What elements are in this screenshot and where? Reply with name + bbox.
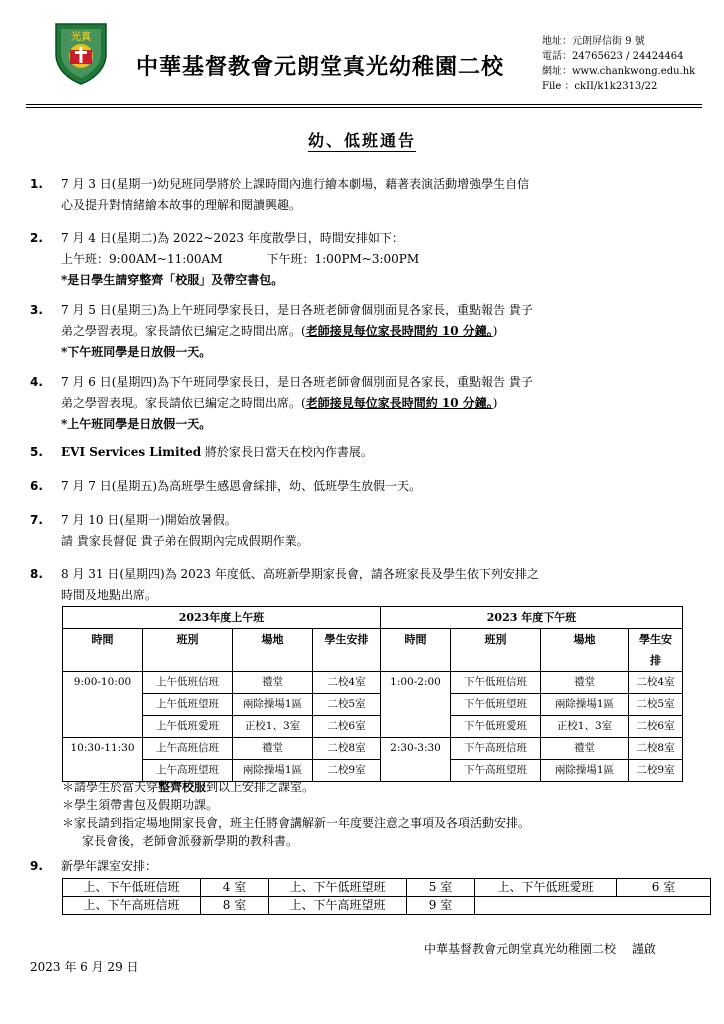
item-number: 2. — [30, 231, 43, 245]
note-line: 家長會後，老師會派發新學期的教科書。 — [82, 834, 299, 848]
item-note: *上午班同學是日放假一天。 — [61, 417, 212, 431]
parent-meeting-schedule — [62, 606, 683, 782]
emphasis-text: 老師接見每位家長時間約 10 分鐘。 — [305, 396, 493, 410]
emphasis-text: 老師接見每位家長時間約 10 分鐘。 — [305, 324, 493, 338]
pm-time: 下午班：1:00PM~3:00PM — [266, 252, 420, 266]
time-cell: 10:30-11:30 — [63, 738, 143, 782]
signature: 中華基督教會元朗堂真光幼稚園二校 謹啟 — [424, 942, 656, 956]
time-cell: 1:00-2:00 — [381, 672, 451, 738]
meeting-notes — [62, 778, 530, 850]
item-note: *是日學生請穿整齊「校服」及帶空書包。 — [61, 273, 284, 287]
item-number: 5. — [30, 445, 43, 459]
table-row: 10:30-11:30 上午高班信班 禮堂 二校8室 2:30-3:30 下午高班信班 禮堂 二校8室 — [63, 738, 683, 760]
am-title: 2023年度上午班 — [63, 607, 381, 629]
col-header: 場地 — [233, 629, 313, 672]
time-cell: 2:30-3:30 — [381, 738, 451, 782]
emphasis-text: 整齊校服 — [158, 780, 207, 794]
item-text: 心及提升對情緒繪本故事的理解和閱讀興趣。 — [61, 198, 302, 212]
col-header: 班別 — [451, 629, 541, 672]
table-row: 上午低班望班 兩除操場1區 二校5室 下午低班望班 兩除操場1區 二校5室 — [63, 694, 683, 716]
item-text: 7 月 6 日(星期四)為下午班同學家長日，是日各班老師會個別面見各家長，重點報告 貴子 — [61, 375, 533, 389]
item-text: 7 月 4 日(星期二)為 2022~2023 年度散學日，時間安排如下： — [61, 231, 404, 245]
time-cell: 9:00-10:00 — [63, 672, 143, 738]
item-number: 4. — [30, 375, 43, 389]
note-line: ＊請學生於當天穿整齊校服到以上安排之課室。 — [62, 780, 315, 794]
website: 網址：www.chankwong.edu.hk — [542, 66, 696, 77]
item-number: 7. — [30, 513, 43, 527]
item-text: 7 月 7 日(星期五)為高班學生感恩會綵排，幼、低班學生放假一天。 — [61, 479, 422, 493]
header-divider-2 — [26, 107, 702, 108]
am-time: 上午班：9:00AM~11:00AM — [61, 252, 223, 266]
file-ref: File ：ckII/k1k2313/22 — [542, 81, 658, 92]
item-text: 時間及地點出席。 — [61, 588, 158, 602]
issue-date: 2023 年 6 月 29 日 — [30, 960, 139, 974]
item-text: 弟之學習表現。家長請依已編定之時間出席。(老師接見每位家長時間約 10 分鐘。) — [61, 396, 498, 410]
item-text: 弟之學習表現。家長請依已編定之時間出席。(老師接見每位家長時間約 10 分鐘。) — [61, 324, 498, 338]
item-text: 新學年課室安排： — [61, 859, 158, 873]
table-row: 上、下午低班信班 4 室 上、下午低班望班 5 室 上、下午低班愛班 6 室 — [63, 879, 711, 897]
item-text: 請 貴家長督促 貴子弟在假期內完成假期作業。 — [61, 534, 309, 548]
school-logo — [52, 20, 110, 86]
item-number: 6. — [30, 479, 43, 493]
time-arrangement — [61, 249, 691, 270]
address: 地址：元朗屏信街 9 號 — [542, 36, 645, 47]
table-row: 上午低班愛班 正校1、3室 二校6室 下午低班愛班 正校1、3室 二校6室 — [63, 716, 683, 738]
col-header: 學生安排 — [313, 629, 381, 672]
pm-title: 2023 年度下午班 — [381, 607, 683, 629]
item-text: EVI Services Limited 將於家長日當天在校內作書展。 — [61, 445, 373, 459]
col-header: 時間 — [63, 629, 143, 672]
table-row: 上、下午高班信班 8 室 上、下午高班望班 9 室 — [63, 897, 711, 915]
item-text: 7 月 10 日(星期一)開始放暑假。 — [61, 513, 237, 527]
header-divider — [26, 104, 702, 105]
item-text: 7 月 3 日(星期一)幼兒班同學將於上課時間內進行繪本劇場，藉著表演活動增強學生自信 — [61, 177, 530, 191]
note-line: ＊學生須帶書包及假期功課。 — [62, 798, 219, 812]
company-name: EVI Services Limited — [61, 445, 202, 459]
item-number: 3. — [30, 303, 43, 317]
logo-text: 光真 — [71, 32, 91, 43]
item-number: 9. — [30, 859, 43, 873]
table-row: 上午高班望班 兩除操場1區 二校9室 下午高班望班 兩除操場1區 二校9室 — [63, 760, 683, 782]
notice-title: 幼、低班通告 — [307, 131, 416, 150]
contact-info — [542, 34, 695, 94]
item-text: 7 月 5 日(星期三)為上午班同學家長日，是日各班老師會個別面見各家長，重點報告 貴子 — [61, 303, 533, 317]
item-number: 1. — [30, 177, 43, 191]
item-text: 8 月 31 日(星期四)為 2023 年度低、高班新學期家長會，請各班家長及學生依下列安排之 — [61, 567, 539, 581]
classroom-table — [62, 878, 711, 915]
school-name: 中華基督教會元朗堂真光幼稚園二校 — [136, 55, 505, 80]
phone: 電話：24765623 / 24424464 — [542, 51, 684, 62]
table-row: 9:00-10:00 上午低班信班 禮堂 二校4室 1:00-2:00 下午低班信班 禮堂 二校4室 — [63, 672, 683, 694]
item-number: 8. — [30, 567, 43, 581]
col-header: 時間 — [381, 629, 451, 672]
col-header: 場地 — [541, 629, 629, 672]
col-header: 學生安 排 — [629, 629, 683, 672]
item-note: *下午班同學是日放假一天。 — [61, 345, 212, 359]
col-header: 班別 — [143, 629, 233, 672]
note-line: ＊家長請到指定場地開家長會，班主任將會講解新一年度要注意之事項及各項活動安排。 — [62, 816, 531, 830]
